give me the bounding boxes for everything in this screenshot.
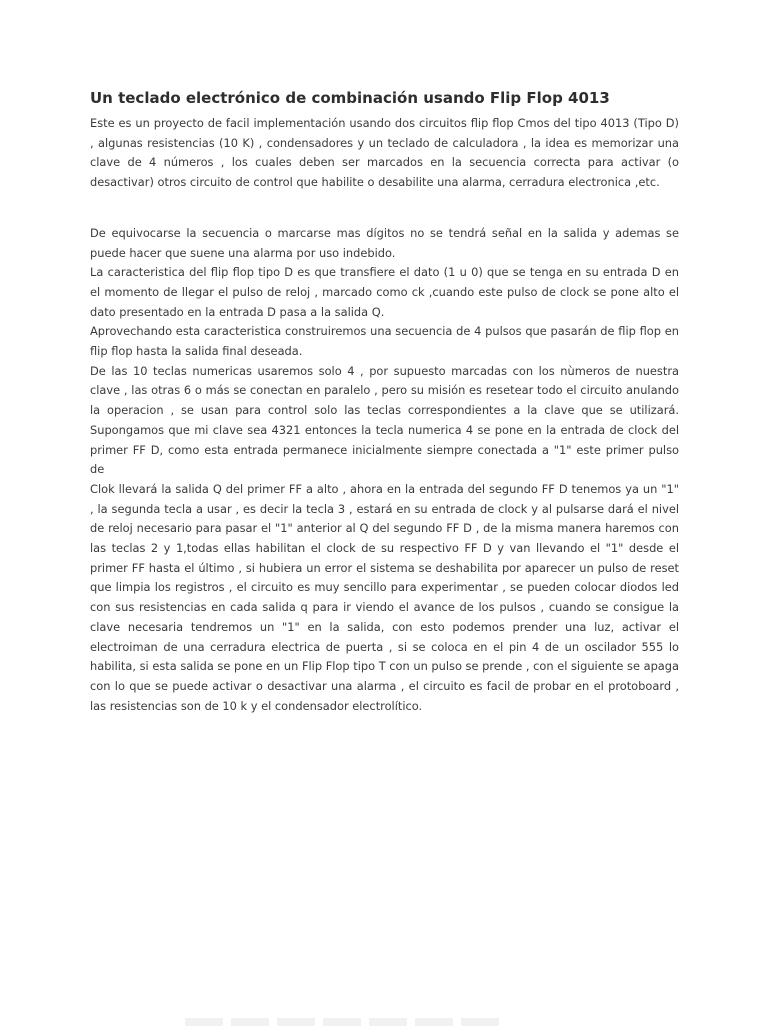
paragraph-line: habilita, si esta salida se pone en un Flip Flop tipo T con un pulso se prende , con el siguiente se apaga [90, 659, 679, 674]
paragraph-line: , algunas resistencias (10 K) , condensadores y un teclado de calculadora , la idea es memorizar una [90, 135, 679, 150]
paragraph-line: con lo que se puede activar o desactivar una alarma , el circuito es facil de probar en el protoboard , [90, 678, 679, 693]
paragraph-line: clave , las otras 6 o más se conectan en paralelo , pero su misión es resetear todo el circuito anulando [90, 383, 679, 398]
paragraph-line: electroiman de una cerradura electrica de puerta , si se coloca en el pin 4 de un oscilador 555 lo [90, 639, 679, 654]
paragraph-line: Aprovechando esta caracteristica construiremos una secuencia de 4 pulsos que pasarán de flip flop en [90, 324, 679, 339]
paragraph-line: las resistencias son de 10 k y el condensador electrolítico. [90, 698, 423, 713]
document-title: Un teclado electrónico de combinación usando Flip Flop 4013 [90, 89, 610, 107]
paragraph-line: primer FF hasta el último , si hubiera un error el sistema se deshabilita por aparecer un pulso de reset [90, 560, 679, 575]
document-page [90, 88, 679, 716]
paragraph-line: flip flop hasta la salida final deseada. [90, 344, 303, 359]
paragraph-line: clave necesaria tendremos un "1" en la salida, con esto podemos prender una luz, activar el [90, 619, 679, 634]
faded-footer-text [185, 1018, 505, 1026]
paragraph-line: , la segunda tecla a usar , es decir la tecla 3 , estará en su entrada de clock y al pulsarse dará el nivel [90, 501, 679, 516]
paragraph-line: Este es un proyecto de facil implementación usando dos circuitos flip flop Cmos del tipo 4013 (Tipo D) [90, 116, 679, 130]
paragraph-line: con sus resistencias en cada salida q para ir viendo el avance de los pulsos , cuando se consigue la [90, 600, 679, 615]
paragraph-body [90, 224, 679, 717]
paragraph-line: dato presentado en la entrada D pasa a la salida Q. [90, 304, 385, 319]
paragraph-line: la operacion , se usan para control solo las teclas correspondientes a la clave que se utilizará. [90, 403, 679, 418]
paragraph-line: de reloj necesario para pasar el "1" anterior al Q del segundo FF D , de la misma manera haremos con [90, 521, 679, 536]
paragraph-line: el momento de llegar el pulso de reloj , marcado como ck ,cuando este pulso de clock se pone alto el [90, 284, 679, 299]
paragraph-line: Clok llevará la salida Q del primer FF a alto , ahora en la entrada del segundo FF D tenemos ya un "1" [90, 481, 679, 496]
paragraph-spacer [90, 193, 679, 224]
paragraph-line: desactivar) otros circuito de control que habilite o desabilite una alarma, cerradura electronica ,etc. [90, 175, 660, 190]
paragraph-line: que limpia los registros , el circuito es muy sencillo para experimentar , se pueden colocar diodos led [90, 580, 679, 595]
paragraph-line: primer FF D, como esta entrada permanece inicialmente siempre conectada a "1" este primer pulso de [90, 442, 679, 477]
paragraph-line: clave de 4 números , los cuales deben ser marcados en la secuencia correcta para activar (o [90, 155, 679, 170]
paragraph-line: las teclas 2 y 1,todas ellas habilitan el clock de su respectivo FF D y van llevando el "1" desde el [90, 541, 679, 556]
paragraph-line: De las 10 teclas numericas usaremos solo 4 , por supuesto marcadas con los nùmeros de nuestra [90, 363, 679, 378]
paragraph-line: puede hacer que suene una alarma por uso indebido. [90, 245, 396, 260]
paragraph-line: Supongamos que mi clave sea 4321 entonces la tecla numerica 4 se pone en la entrada de clock del [90, 422, 679, 437]
paragraph-line: De equivocarse la secuencia o marcarse mas dígitos no se tendrá señal en la salida y ademas se [90, 225, 679, 240]
paragraph-intro [90, 114, 679, 193]
paragraph-line: La caracteristica del flip flop tipo D es que transfiere el dato (1 u 0) que se tenga en su entrada D en [90, 265, 679, 280]
